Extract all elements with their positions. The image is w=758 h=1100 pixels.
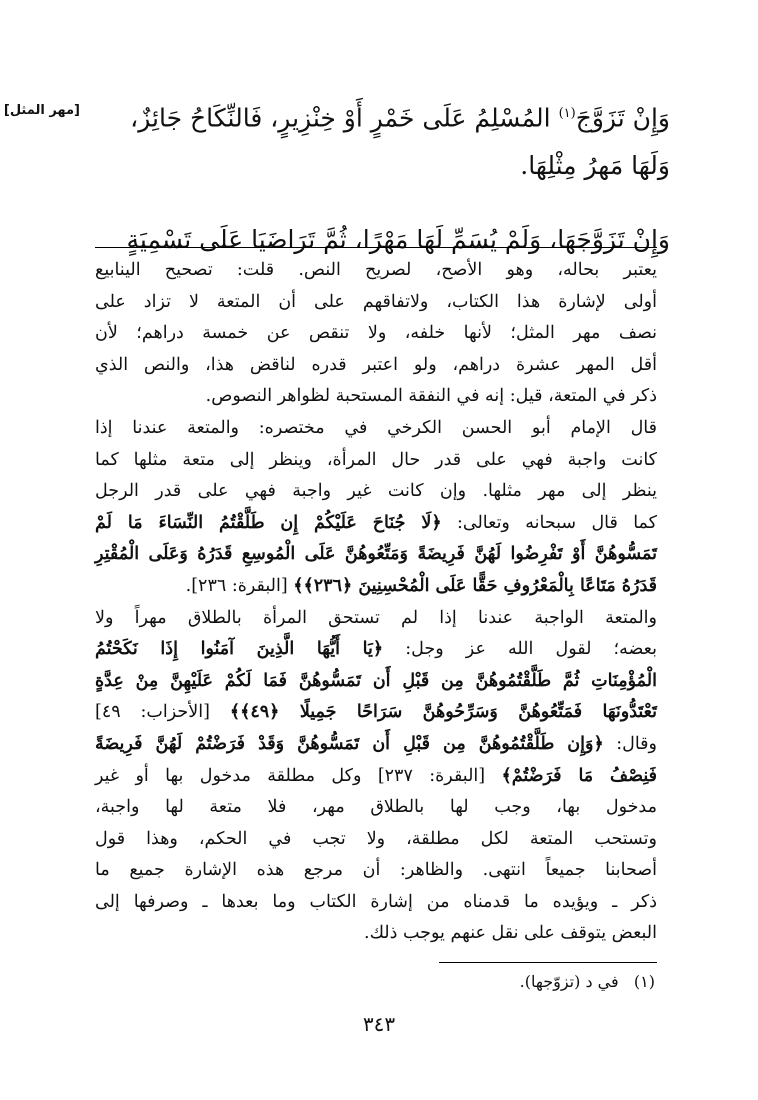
footnote (420, 972, 655, 991)
commentary-line: فَنِصْفُ مَا فَرَضْتُمْ﴾ [البقرة: ٢٣٧] وكل مطلقة مدخول بها أو غير (95, 765, 657, 786)
matn-line: وَإِنْ تَزَوَّجَهَا، وَلَمْ يُسَمِّ لَهَا مَهْرًا، ثُمَّ تَرَاضَيَا عَلَى تَسْمِيَةٍ (126, 225, 670, 254)
commentary-line: أقل المهر عشرة دراهم، ولو اعتبر قدره لناقض هذا، والنص الذي (95, 354, 657, 375)
commentary-line: تَعْتَدُّونَهَا فَمَتِّعُوهُنَّ وَسَرِّحُوهُنَّ سَرَاحًا جَمِيلًا ﴿٤٩﴾﴾ [الأحزاب: ٤٩] (95, 702, 657, 723)
commentary-line: بعضه؛ لقول الله عز وجل: ﴿يَا أَيُّهَا الَّذِينَ آمَنُوا إِذَا نَكَحْتُمُ (95, 639, 657, 660)
commentary-line: نصف مهر المثل؛ لأنها خلفه، ولا تنقص عن خمسة دراهم؛ لأن (95, 323, 657, 344)
commentary-line: أولى لإشارة هذا الكتاب، ولاتفاقهم على أن المتعة لا تزاد على (95, 291, 657, 312)
commentary-line: ذكر في المتعة، قيل: إنه في النفقة المستحبة لظواهر النصوص. (205, 386, 657, 407)
commentary-line (95, 666, 657, 698)
commentary-line: قَدَرُهُ مَتَاعًا بِالْمَعْرُوفِ حَقًّا عَلَى الْمُحْسِنِينَ ﴿٢٣٦﴾﴾ [البقرة: ٢٣٦]. (185, 575, 657, 596)
quran-verse: الْمُؤْمِنَاتِ ثُمَّ طَلَّقْتُمُوهُنَّ مِن قَبْلِ أَن تَمَسُّوهُنَّ فَمَا لَكُمْ عَلَيْهِنَّ مِنْ عِدَّةٍ (95, 670, 657, 691)
quran-verse: تَمَسُّوهُنَّ أَوْ تَفْرِضُوا لَهُنَّ فَرِيضَةً وَمَتِّعُوهُنَّ عَلَى الْمُوسِعِ قَدَرُهُ وَعَلَى الْمُقْتِرِ (95, 544, 657, 565)
quran-verse: قَدَرُهُ مَتَاعًا بِالْمَعْرُوفِ حَقًّا عَلَى الْمُحْسِنِينَ ﴿٢٣٦﴾﴾ (293, 575, 657, 596)
matn-text (98, 88, 670, 266)
footnote-marker: (١) (633, 972, 655, 991)
commentary-line: البعض يتوقف على نقل عنهم يوجب ذلك. (364, 923, 657, 944)
matn-line: وَإِنْ تَزَوَّجَ$^{(١)}$ المُسْلِمُ عَلَى خَمْرٍ أَوْ خِنْزِيرٍ، فَالنِّكَاحُ جَائِزٌ، (130, 103, 670, 133)
page-number: ٣٤٣ (362, 1012, 396, 1036)
commentary-line: أصحابنا جميعاً انتهى. والظاهر: أن مرجع هذه الإشارة جميع ما (95, 860, 657, 881)
commentary-line: وقال: ﴿وَإِن طَلَّقْتُمُوهُنَّ مِن قَبْلِ أَن تَمَسُّوهُنَّ وَقَدْ فَرَضْتُمْ لَهُنَّ فَرِيضَةً (95, 733, 657, 754)
commentary-line: ينظر إلى مهر مثلها. وإن كانت غير واجبة فهي على قدر الرجل (95, 481, 657, 502)
footnote-divider (439, 962, 657, 963)
quran-verse: ﴿وَإِن طَلَّقْتُمُوهُنَّ مِن قَبْلِ أَن تَمَسُّوهُنَّ وَقَدْ فَرَضْتُمْ لَهُنَّ فَرِيضَةً (95, 733, 604, 754)
commentary-line: مدخول بها، وجب لها بالطلاق مهر، فلا متعة لها واجبة، (95, 797, 657, 818)
commentary-text (95, 255, 657, 950)
commentary-line: والمتعة الواجبة عندنا إذا لم تستحق المرأة بالطلاق مهراً ولا (95, 607, 657, 628)
margin-note: [مهر المثل] (3, 103, 80, 118)
commentary-line: وتستحب المتعة لكل مطلقة، ولا تجب في الحكم، وهذا قول (95, 828, 657, 849)
commentary-line: ذكر ـ ويؤيده ما قدمناه من إشارة الكتاب وما بعدها ـ وصرفها إلى (95, 891, 657, 912)
commentary-line (95, 539, 657, 571)
footnote-reference: (١) (558, 106, 576, 121)
footnote-text: في د (تزوّجها). (519, 972, 619, 991)
commentary-line: قال الإمام أبو الحسن الكرخي في مختصره: والمتعة عندنا إذا (95, 417, 657, 438)
commentary-line: كما قال سبحانه وتعالى: ﴿لَا جُنَاحَ عَلَيْكُمْ إِن طَلَّقْتُمُ النِّسَاءَ مَا لَمْ (95, 512, 657, 533)
quran-verse: ﴿لَا جُنَاحَ عَلَيْكُمْ إِن طَلَّقْتُمُ النِّسَاءَ مَا لَمْ (95, 512, 442, 533)
quran-verse: فَنِصْفُ مَا فَرَضْتُمْ﴾ (501, 765, 657, 786)
section-divider (95, 247, 657, 248)
quran-verse: ﴿يَا أَيُّهَا الَّذِينَ آمَنُوا إِذَا نَكَحْتُمُ (95, 639, 384, 660)
commentary-line: كانت واجبة فهي على قدر حال المرأة، وينظر إلى متعة مثلها كما (95, 449, 657, 470)
commentary-line: يعتبر بحاله، وهو الأصح، لصريح النص. قلت: تصحيح الينابيع (95, 260, 657, 280)
quran-verse: تَعْتَدُّونَهَا فَمَتِّعُوهُنَّ وَسَرِّحُوهُنَّ سَرَاحًا جَمِيلًا ﴿٤٩﴾﴾ (229, 702, 657, 723)
matn-line: وَلَهَا مَهرُ مِثْلِهَا. (520, 151, 670, 180)
